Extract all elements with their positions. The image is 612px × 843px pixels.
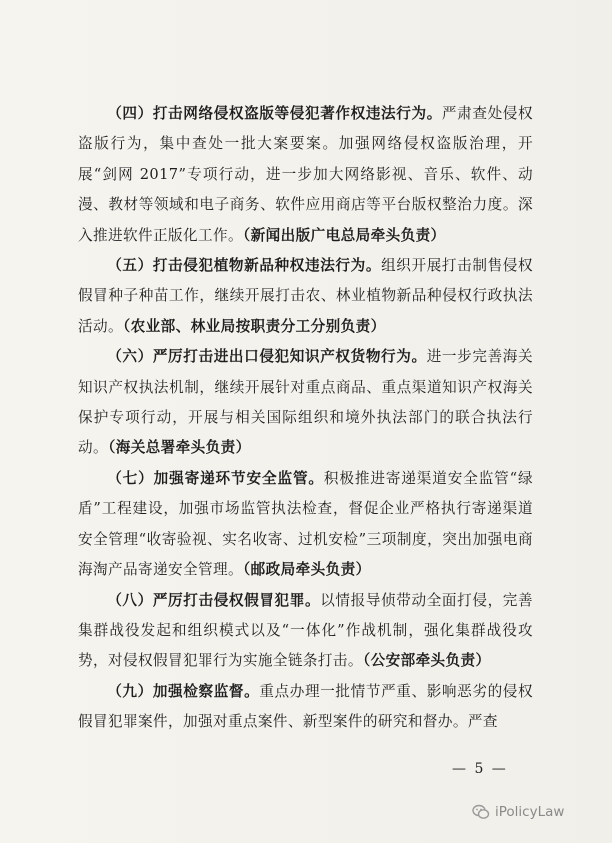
responsible-department: （海关总署牵头负责） xyxy=(108,439,251,457)
paragraph-section-8 xyxy=(78,586,533,677)
document-body xyxy=(78,99,533,738)
section-heading: （六）严厉打击进出口侵犯知识产权货物行为。 xyxy=(107,348,427,366)
paragraph-section-5 xyxy=(78,251,533,342)
responsible-department: （新闻出版广电总局牵头负责） xyxy=(242,226,446,244)
paragraph-section-4 xyxy=(78,99,533,251)
wechat-official-account-icon xyxy=(472,804,490,820)
watermark xyxy=(472,804,564,820)
watermark-text: iPolicyLaw xyxy=(495,804,565,820)
section-body: 重点办理一批情节严重、影响恶劣的侵权假冒犯罪案件，加强对重点案件、新型案件的研究和督办。严查 xyxy=(78,682,533,731)
section-heading: （四）打击网络侵权盗版等侵犯著作权违法行为。 xyxy=(107,105,442,122)
section-body: 以情报导侦带动全面打侵，完善集群战役发起和组织模式以及“一体化”作战机制，强化集群战役攻势，对侵权假冒犯罪行为实施全链条打击。 xyxy=(78,591,533,670)
section-body: 严肃查处侵权盗版行为，集中查处一批大案要案。加强网络侵权盗版治理，开展“剑网 2017”专项行动，进一步加大网络影视、音乐、软件、动漫、教材等领域和电子商务、软件应用商店等平台版权整治力度。深入推进软件正版化工作。 xyxy=(78,105,533,244)
section-heading: （八）严厉打击侵权假冒犯罪。 xyxy=(107,591,321,609)
section-body: 积极推进寄递渠道安全监管“绿盾”工程建设，加强市场监管执法检查，督促企业严格执行寄递渠道安全管理“收寄验视、实名收寄、过机安检”三项制度，突出加强电商海淘产品寄递安全管理。 xyxy=(78,469,533,579)
section-body: 进一步完善海关知识产权执法机制，继续开展针对重点商品、重点渠道知识产权海关保护专项行动，开展与相关国际组织和境外执法部门的联合执法行动。 xyxy=(78,348,533,457)
responsible-department: （农业部、林业局按职责分工分别负责） xyxy=(122,317,386,335)
paragraph-section-6 xyxy=(78,342,533,464)
section-body: 组织开展打击制售侵权假冒种子种苗工作，继续开展打击农、林业植物新品种侵权行政执法活动。 xyxy=(78,257,533,335)
paragraph-section-9 xyxy=(78,677,533,738)
responsible-department: （公安部牵头负责） xyxy=(362,652,491,670)
paragraph-section-7 xyxy=(78,464,533,586)
responsible-department: （邮政局牵头负责） xyxy=(242,561,371,579)
section-heading: （五）打击侵犯植物新品种权违法行为。 xyxy=(107,257,382,275)
section-heading: （七）加强寄递环节安全监管。 xyxy=(107,469,324,487)
section-heading: （九）加强检察监督。 xyxy=(107,682,260,700)
page-number: — 5 — xyxy=(452,761,508,777)
